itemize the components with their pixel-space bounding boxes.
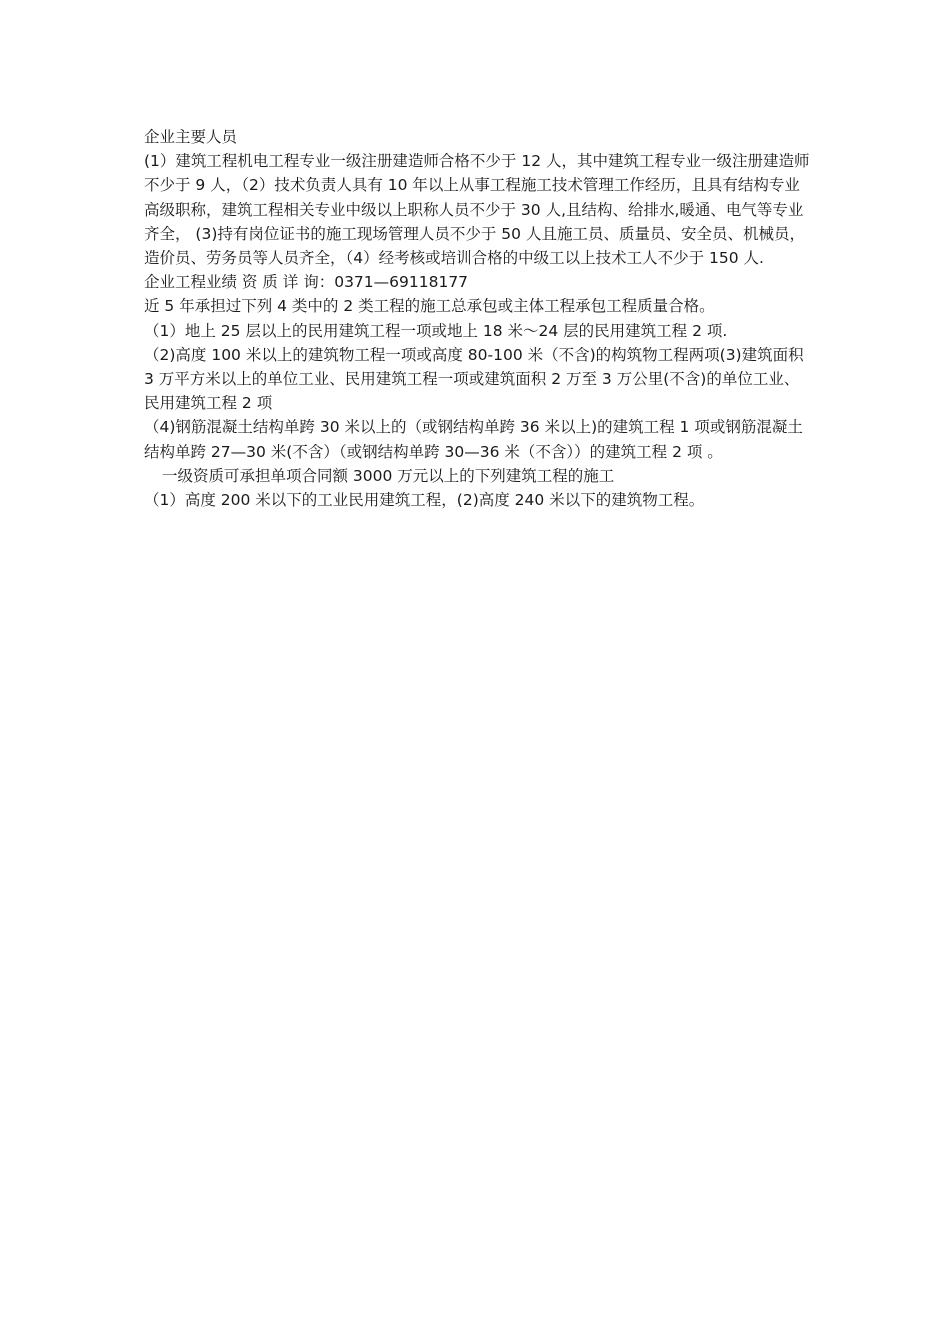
- performance-intro-paragraph: 近 5 年承担过下列 4 类中的 2 类工程的施工总承包或主体工程承包工程质量合格。: [144, 297, 715, 316]
- document-body: [144, 125, 814, 512]
- scope-heading: 一级资质可承担单项合同额 3000 万元以上的下列建筑工程的施工: [162, 466, 615, 485]
- personnel-requirements-paragraph: (1）建筑工程机电工程专业一级注册建造师合格不少于 12 人，其中建筑工程专业一级注册建造师不少于 9 人，（2）技术负责人具有 10 年以上从事工程施工技术管理工作经历，且具有结构专业高级职称，建筑工程相关专业中级以上职称人员不少于 30 人,且结构、给排水,暖通、电气等专业齐全， (3)持有岗位证书的施工现场管理人员不少于 50 人且施工员、质量员、安全员、机械员，造价员、劳务员等人员齐全，（4）经考核或培训合格的中级工以上技术工人不少于 150 人.: [144, 152, 810, 268]
- performance-item-2-3: （2)高度 100 米以上的建筑物工程一项或高度 80-100 米（不含)的构筑物工程两项(3)建筑面积 3 万平方米以上的单位工业、民用建筑工程一项或建筑面积 2 万至 3 万公里(不含)的单位工业、民用建筑工程 2 项: [144, 345, 804, 413]
- performance-item-1: （1）地上 25 层以上的民用建筑工程一项或地上 18 米～24 层的民用建筑工程 2 项.: [144, 321, 728, 340]
- section-heading-personnel: 企业主要人员: [144, 128, 238, 146]
- performance-item-4: （4)钢筋混凝土结构单跨 30 米以上的（或钢结构单跨 36 米以上)的建筑工程 1 项或钢筋混凝土结构单跨 27—30 米(不含）（或钢结构单跨 30—36 米（不含））的建筑工程 2 项 。: [144, 418, 803, 461]
- scope-items-paragraph: （1）高度 200 米以下的工业民用建筑工程，(2)高度 240 米以下的建筑物工程。: [144, 491, 705, 510]
- section-heading-performance-contact: 企业工程业绩 资 质 详 询：0371—69118177: [144, 273, 469, 292]
